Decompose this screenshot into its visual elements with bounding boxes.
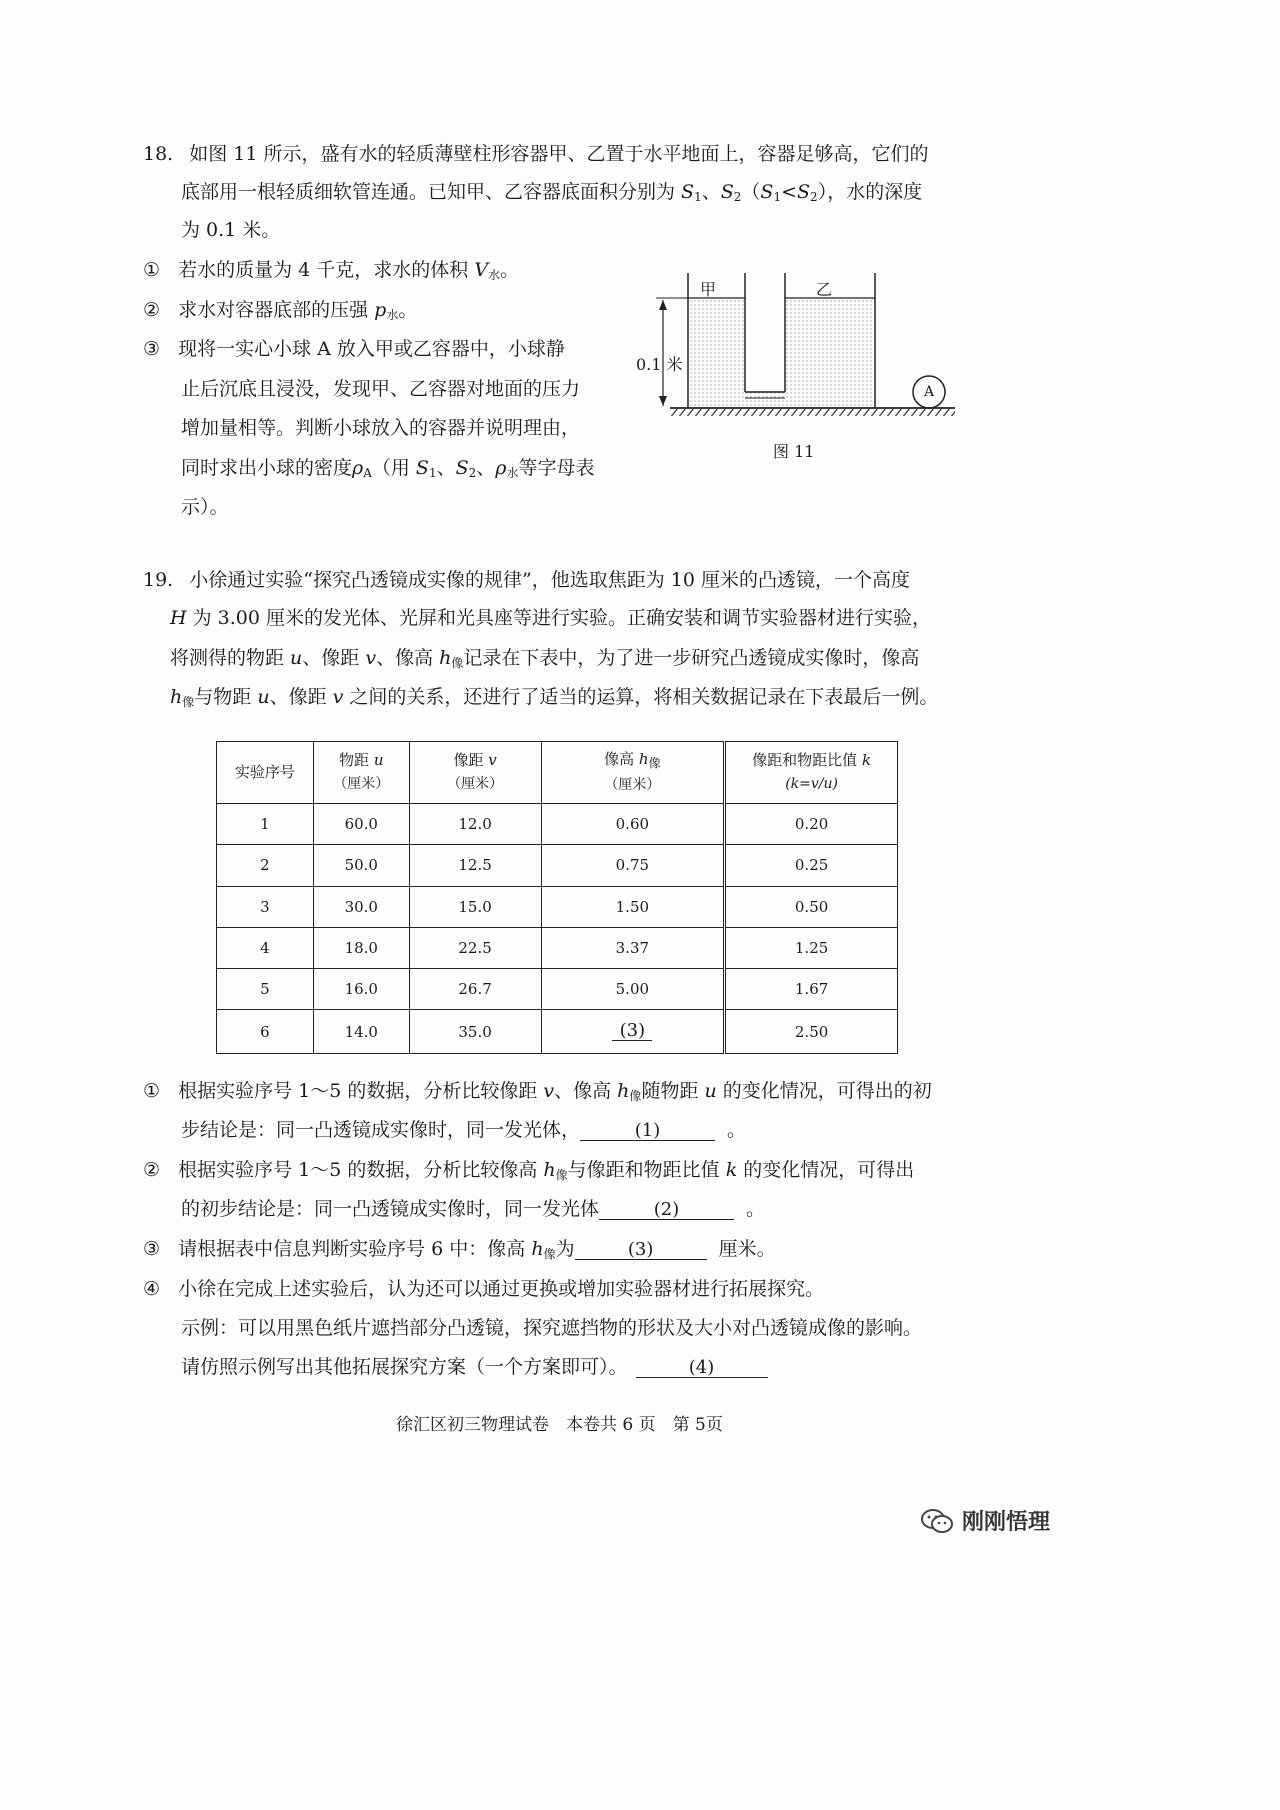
cell-v: 35.0 (409, 1010, 541, 1054)
var-s1: S (681, 181, 695, 203)
q19-text-3d: 记录在下表中，为了进一步研究凸透镜成实像时，像高 (463, 647, 920, 669)
comma-3: 、 (476, 457, 496, 479)
header-h-title: 像高 (604, 750, 639, 769)
var-h-5: h (531, 1238, 544, 1260)
header-h-unit: （厘米） (604, 776, 661, 793)
var-rho: ρ (352, 457, 364, 479)
table-row (217, 845, 898, 886)
var-v-3: v (332, 686, 344, 708)
q19-p3-text-b: 为 (555, 1238, 575, 1260)
q19-p1-end: 。 (727, 1119, 747, 1141)
cell-k: 0.25 (725, 845, 898, 886)
q19-part4-line3 (181, 1358, 768, 1378)
water-yi (785, 298, 875, 408)
table-row (217, 804, 898, 845)
answer-blank-3[interactable]: (3) (575, 1241, 707, 1260)
q19-text-4b: 、像距 (269, 686, 333, 708)
q19-p2-text-c: 的变化情况，可得出 (737, 1159, 915, 1181)
circle-2: ② (143, 299, 161, 321)
q18-text-2a: 底部用一根轻质细软管连通。已知甲、乙容器底面积分别为 (181, 181, 682, 203)
header-u-unit: （厘米） (333, 776, 390, 793)
cell-seq: 4 (217, 927, 314, 968)
q18-line1 (143, 145, 929, 164)
cell-h: 3.37 (541, 927, 725, 968)
var-h-3: h (617, 1080, 630, 1102)
q18-text-2c: ），水的深度 (817, 181, 923, 203)
q18-part3-line4b: （用 (371, 457, 416, 479)
answer-blank-2[interactable]: (2) (599, 1201, 734, 1220)
q19-number: 19. (143, 569, 174, 591)
label-yi: 乙 (816, 280, 833, 299)
q19-p1-text-e: 步结论是：同一凸透镜成实像时，同一发光体， (181, 1119, 581, 1141)
cell-k: 1.67 (725, 969, 898, 1010)
cell-seq: 3 (217, 886, 314, 927)
page-footer: 徐汇区初三物理试卷 本卷共 6 页 第 5页 (396, 1415, 723, 1435)
header-u-title: 物距 (339, 750, 374, 769)
circle-3-q19: ③ (143, 1238, 161, 1260)
q19-line1 (143, 571, 910, 590)
sub-xiang-4: 像 (555, 1168, 568, 1182)
wechat-icon (920, 1507, 954, 1535)
cell-seq: 6 (217, 1010, 314, 1054)
q18-part3-line4a: 同时求出小球的密度 (181, 457, 353, 479)
cell-h: 0.60 (541, 804, 725, 845)
q19-p3-end: 厘米。 (718, 1238, 776, 1260)
q19-text-3b: 、像距 (302, 647, 366, 669)
header-seq: 实验序号 (217, 742, 314, 804)
sub-2: 2 (733, 190, 742, 204)
circle-2-q19: ② (143, 1159, 161, 1181)
cell-h-blank (541, 1010, 725, 1054)
q19-p1-text-a: 根据实验序号 1～5 的数据，分析比较像距 (178, 1080, 544, 1102)
q19-part2-line2 (181, 1200, 765, 1220)
q18-line2 (181, 183, 922, 203)
sub-1: 1 (694, 190, 702, 204)
cell-k: 1.25 (725, 927, 898, 968)
cell-v: 12.0 (409, 804, 541, 845)
q19-text-3a: 将测得的物距 (170, 647, 291, 669)
q19-p2-text-b: 与像距和物距比值 (567, 1159, 726, 1181)
cell-seq: 2 (217, 845, 314, 886)
cell-u: 18.0 (313, 927, 409, 968)
cell-u: 50.0 (313, 845, 409, 886)
label-depth: 0.1 米 (636, 355, 683, 374)
cell-h: 0.75 (541, 845, 725, 886)
q19-line3 (170, 649, 919, 669)
answer-blank-4[interactable]: (4) (636, 1359, 768, 1378)
sub-water: 水 (488, 268, 501, 282)
q19-part2-line1 (143, 1161, 914, 1181)
var-h-2: h (170, 686, 183, 708)
period-2: 。 (398, 299, 418, 321)
circle-4-q19: ④ (143, 1278, 161, 1300)
sub-xiang-3: 像 (629, 1089, 642, 1103)
header-k-var: k (861, 750, 872, 769)
q18-part3-line3: 增加量相等。判断小球放入的容器并说明理由， (181, 417, 581, 439)
q18-part2 (143, 301, 417, 321)
q18-text-1: 如图 11 所示，盛有水的轻质薄壁柱形容器甲、乙置于水平地面上，容器足够高，它们的 (189, 143, 929, 165)
cell-v: 22.5 (409, 927, 541, 968)
depth-arrow-down (659, 396, 667, 406)
header-u (313, 742, 409, 804)
cell-h: 5.00 (541, 969, 725, 1010)
q18-part3-line4e: 等字母表 (518, 457, 595, 479)
sub-water-2: 水 (386, 308, 399, 322)
cell-u: 16.0 (313, 969, 409, 1010)
q19-text-1: 小徐通过实验“探究凸透镜成实像的规律”，他选取焦距为 10 厘米的凸透镜，一个高度 (189, 569, 910, 591)
q19-part1-line1 (143, 1082, 932, 1102)
var-k: k (725, 1159, 738, 1181)
var-s2c: S (455, 457, 469, 479)
label-jia: 甲 (700, 280, 717, 299)
cell-h: 1.50 (541, 886, 725, 927)
header-u-var: u (373, 750, 384, 769)
header-v-title: 像距 (453, 750, 489, 769)
cell-v: 15.0 (409, 886, 541, 927)
q18-part3 (143, 340, 565, 359)
var-v: V (474, 259, 489, 281)
q19-p4-text-1: 小徐在完成上述实验后，认为还可以通过更换或增加实验器材进行拓展探究。 (178, 1278, 825, 1300)
cell-u: 14.0 (313, 1010, 409, 1054)
q19-line2 (170, 609, 931, 628)
var-u-2: u (257, 686, 270, 708)
comma: 、 (701, 181, 721, 203)
header-k (725, 742, 898, 804)
watermark (920, 1505, 1050, 1536)
q19-p1-text-d: 的变化情况，可得出的初 (716, 1080, 932, 1102)
q18-part3-line1: 现将一实心小球 A 放入甲或乙容器中，小球静 (178, 338, 565, 360)
q18-line3: 为 0.1 米。 (181, 219, 281, 241)
q18-part3-line5: 示）。 (181, 496, 229, 518)
table-row (217, 1010, 898, 1054)
var-s1c: S (415, 457, 429, 479)
ground-hatch (670, 408, 955, 416)
header-v-var: v (488, 750, 497, 769)
var-s1b: S (760, 181, 774, 203)
q18-part3-line4 (181, 459, 594, 479)
cell-v: 12.5 (409, 845, 541, 886)
q19-p4-text-3: 请仿照示例写出其他拓展探究方案（一个方案即可）。 (181, 1356, 628, 1378)
cell-u: 30.0 (313, 886, 409, 927)
cell-v: 26.7 (409, 969, 541, 1010)
tube-water (745, 392, 785, 408)
sub-xiang-2: 像 (182, 695, 195, 709)
watermark-text: 刚刚悟理 (962, 1510, 1051, 1535)
table-row (217, 927, 898, 968)
q19-text-3c: 、像高 (376, 647, 440, 669)
q18-number: 18. (143, 143, 174, 165)
circle-3: ③ (143, 338, 161, 360)
sub-1b: 1 (773, 190, 782, 204)
cell-k: 0.50 (725, 886, 898, 927)
q19-text-2: 为 3.00 厘米的发光体、光屏和光具座等进行实验。正确安装和调节实验器材进行实验， (186, 607, 932, 629)
cell-seq: 1 (217, 804, 314, 845)
table-row (217, 969, 898, 1010)
var-p: p (374, 299, 387, 321)
header-k-formula: (k=v/u) (785, 776, 838, 793)
header-v-unit: （厘米） (447, 776, 504, 793)
period: 。 (500, 259, 520, 281)
cell-k: 0.20 (725, 804, 898, 845)
q19-part4-line1 (143, 1280, 824, 1299)
figure-caption: 图 11 (773, 442, 815, 461)
q19-p3-text-a: 请根据表中信息判断实验序号 6 中：像高 (178, 1238, 532, 1260)
q19-text-4a: 与物距 (194, 686, 258, 708)
header-v (409, 742, 541, 804)
water-jia (688, 298, 745, 408)
q18-part2-text: 求水对容器底部的压强 (178, 299, 375, 321)
sub-2b: 2 (810, 190, 818, 204)
var-h-cap: H (170, 607, 187, 629)
circle-1: ① (143, 259, 161, 281)
var-v2: v (365, 647, 377, 669)
q19-p1-text-b: 、像高 (554, 1080, 618, 1102)
header-h (541, 742, 725, 804)
header-k-title: 像距和物距比值 (752, 750, 862, 769)
paren-open: （ (741, 181, 761, 203)
q18-part3-line2: 止后沉底且浸没，发现甲、乙容器对地面的压力 (181, 378, 581, 400)
q19-p2-text-a: 根据实验序号 1～5 的数据，分析比较像高 (178, 1159, 544, 1181)
var-rho-2: ρ (495, 457, 507, 479)
sub-water-3: 水 (506, 466, 519, 480)
label-ball: A (924, 384, 935, 400)
cell-seq: 5 (217, 969, 314, 1010)
var-s2b: S (797, 181, 811, 203)
var-v-4: v (543, 1080, 555, 1102)
q18-part1 (143, 261, 519, 281)
circle-1-q19: ① (143, 1080, 161, 1102)
var-h-4: h (543, 1159, 556, 1181)
q19-p1-text-c: 随物距 (641, 1080, 705, 1102)
sub-1c: 1 (428, 466, 437, 480)
q19-part3 (143, 1240, 776, 1260)
q19-line4 (170, 688, 938, 708)
sub-xiang-5: 像 (543, 1247, 556, 1261)
data-table (216, 741, 898, 1054)
q19-part4-line2: 示例：可以用黑色纸片遮挡部分凸透镜，探究遮挡物的形状及大小对凸透镜成像的影响。 (181, 1317, 923, 1339)
table-row (217, 886, 898, 927)
depth-arrow-up (659, 300, 667, 310)
var-u: u (290, 647, 303, 669)
q19-part1-line2 (181, 1121, 746, 1141)
sub-xiang: 像 (451, 656, 464, 670)
var-s2: S (720, 181, 734, 203)
sub-2c: 2 (468, 466, 477, 480)
var-u-3: u (704, 1080, 717, 1102)
comma-2: 、 (436, 457, 456, 479)
q19-p2-end: 。 (746, 1198, 766, 1220)
less-than: < (781, 181, 798, 203)
header-h-var: h (638, 750, 649, 769)
q19-text-4c: 之间的关系，还进行了适当的运算，将相关数据记录在下表最后一例。 (343, 686, 939, 708)
cell-k: 2.50 (725, 1010, 898, 1054)
answer-blank-1[interactable]: (1) (580, 1122, 715, 1141)
table-header-row (217, 742, 898, 804)
q19-p2-text-d: 的初步结论是：同一凸透镜成实像时，同一发光体 (181, 1198, 600, 1220)
q18-part1-text: 若水的质量为 4 千克，求水的体积 (178, 259, 475, 281)
var-h: h (439, 647, 452, 669)
header-h-sub: 像 (648, 756, 661, 771)
sub-a: A (363, 466, 372, 480)
answer-blank-3-table[interactable]: (3) (612, 1022, 652, 1041)
cell-u: 60.0 (313, 804, 409, 845)
